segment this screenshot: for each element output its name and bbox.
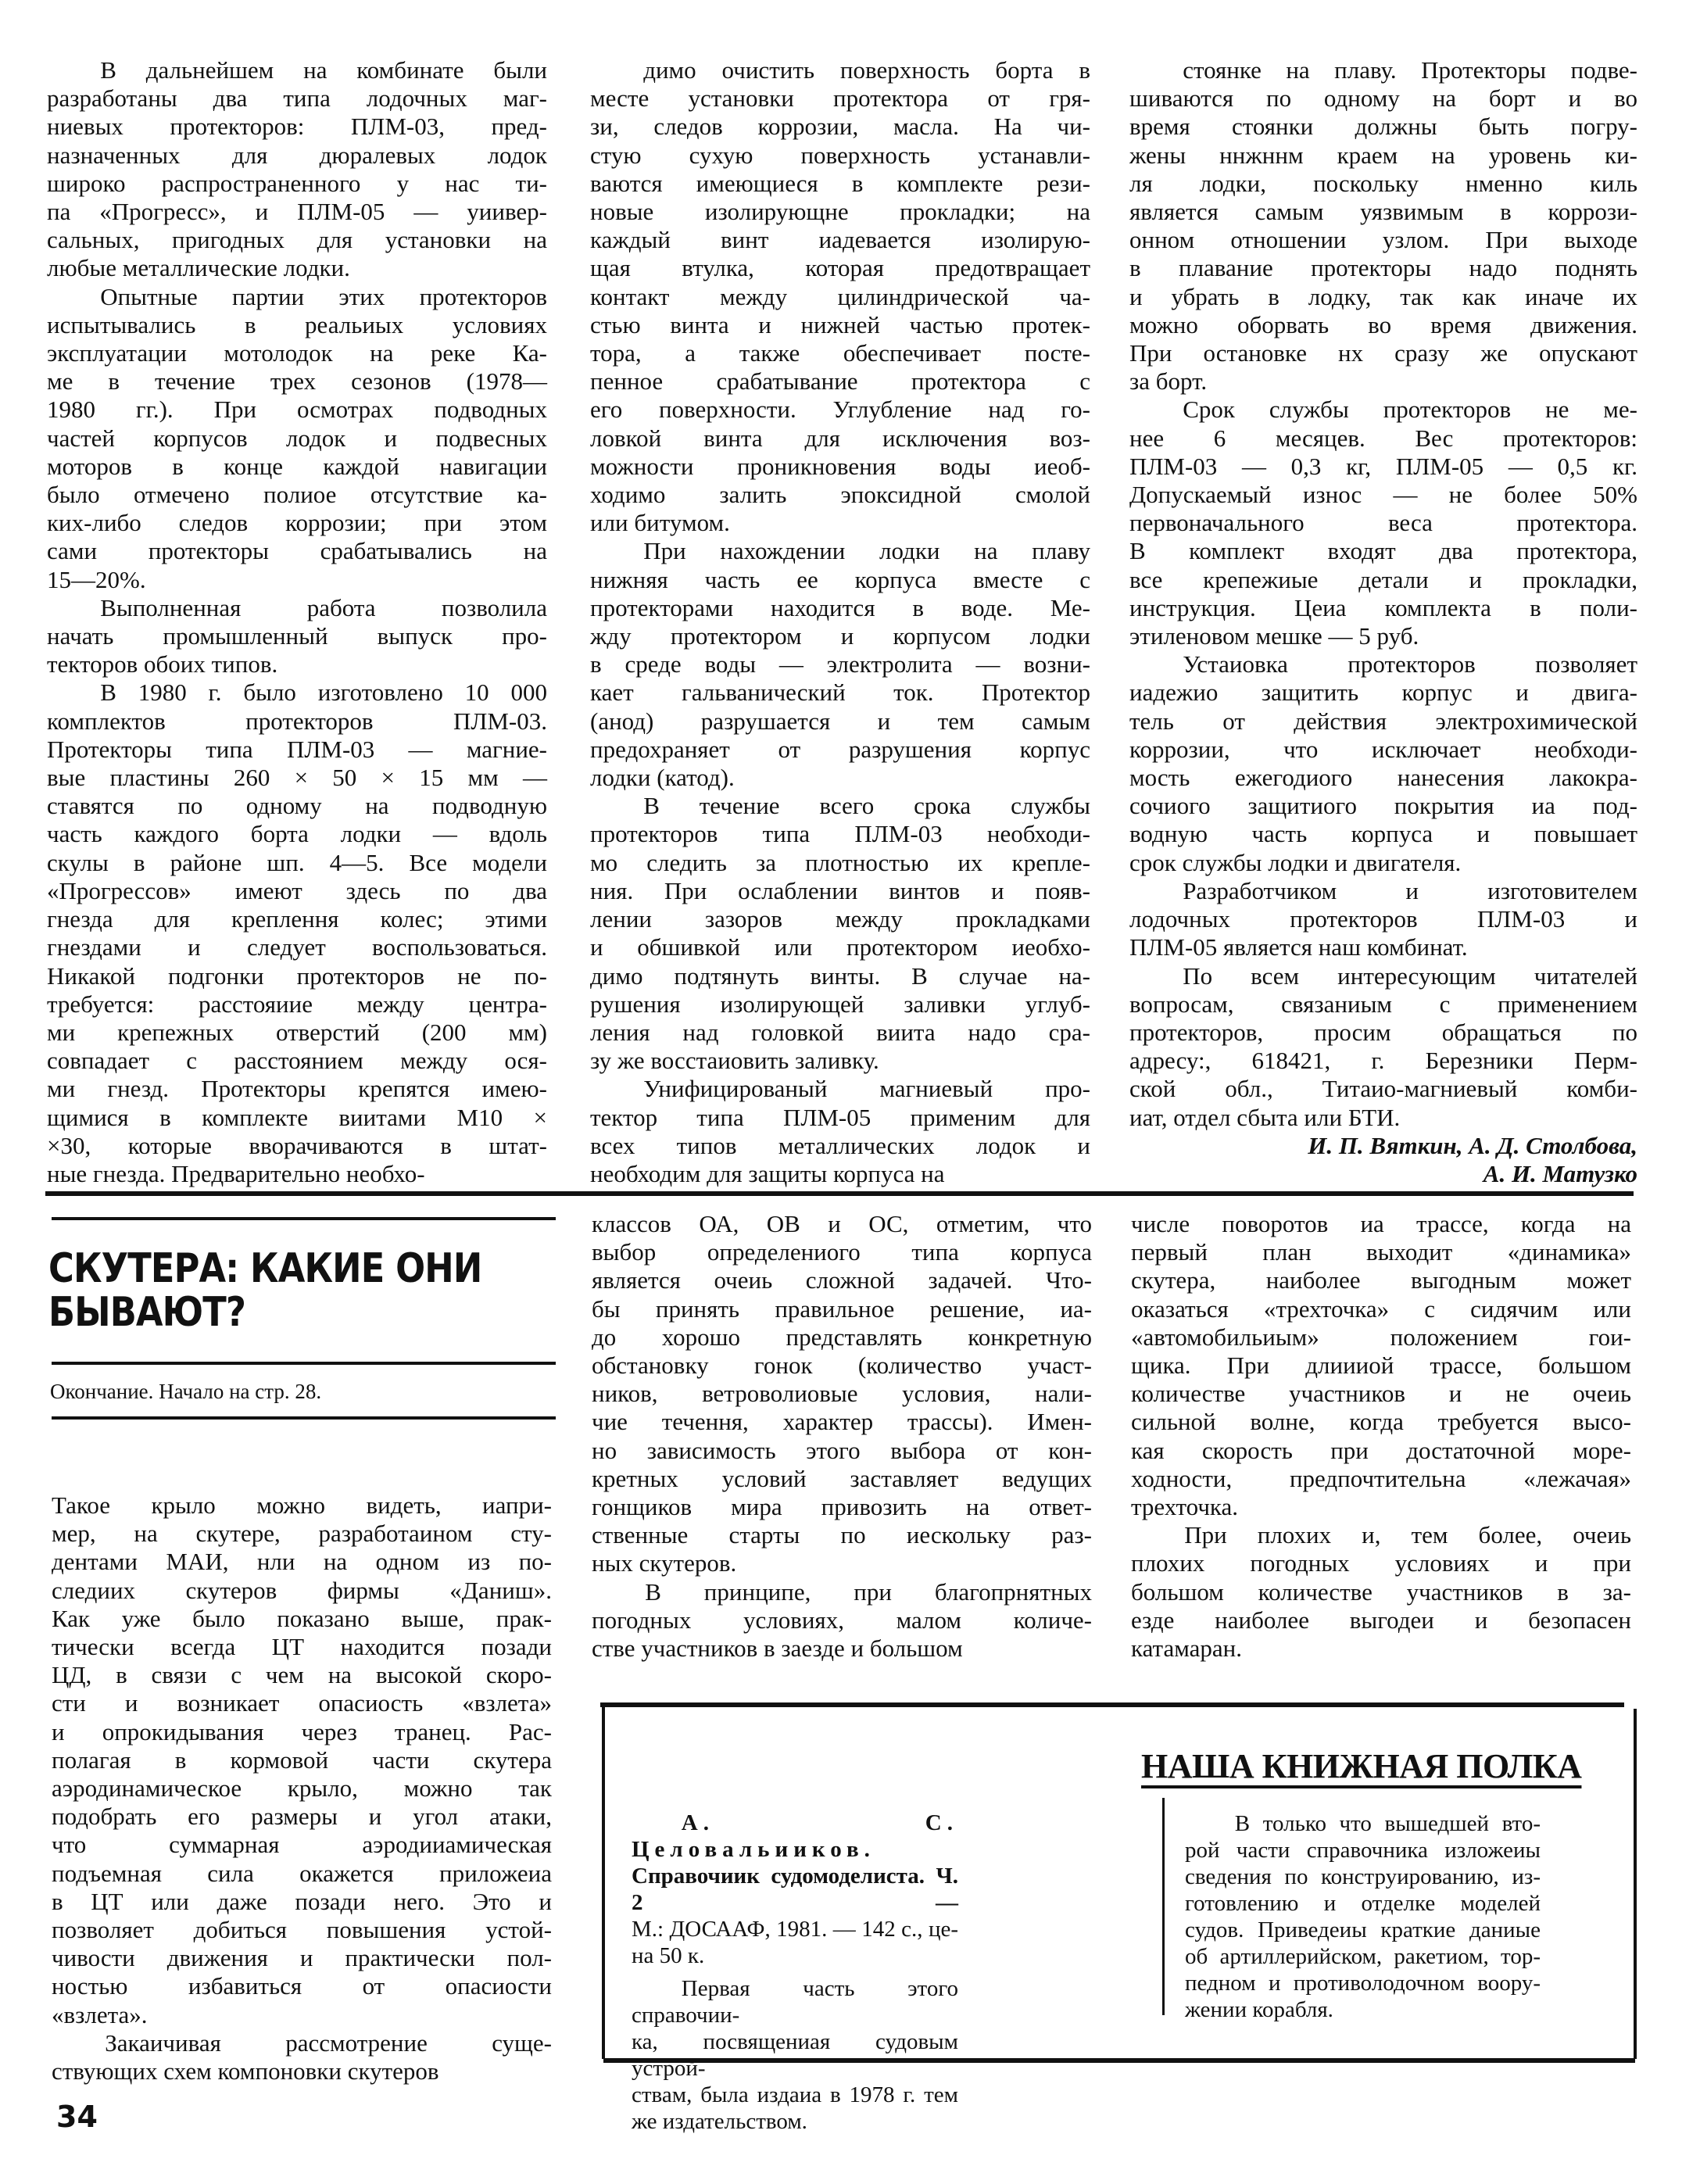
text-line: нее 6 месяцев. Вес протекторов: <box>1129 424 1637 452</box>
paragraph <box>47 56 547 283</box>
text-line: иадежио защитить корпус и двига- <box>1129 678 1637 707</box>
text-line: жду протектором и корпусом лодки <box>590 622 1090 650</box>
paragraph <box>47 594 547 679</box>
text-line: стую сухую поверхность устанавли- <box>590 141 1090 169</box>
paragraph <box>1129 962 1637 1132</box>
text-line: в среде воды — электролита — возни- <box>590 650 1090 678</box>
text-line: новые изолирующне прокладки; на <box>590 198 1090 226</box>
text-line: сами протекторы срабатывались на <box>47 537 547 565</box>
paragraph <box>52 1491 552 2029</box>
text-line: текторов обоих типов. <box>47 650 278 678</box>
text-line: ставятся по одному на подводную <box>47 792 547 820</box>
text-line: «автомобильиым» положением гои- <box>1131 1323 1631 1351</box>
text-line: сти и возникает опасиость «взлета» <box>52 1689 552 1717</box>
text-line: вопросам, связаниым с применением <box>1129 990 1637 1018</box>
text-line: скулы в районе шп. 4—5. Все модели <box>47 848 547 876</box>
text-line: жены ннжннм краем на уровень ки- <box>1129 141 1637 169</box>
text-line: лении зазоров между прокладками <box>590 905 1090 933</box>
text-line: кретных условий заставляет ведущих <box>592 1464 1092 1492</box>
text-line: протекторов типа ПЛМ-03 необходи- <box>590 820 1090 848</box>
text-line: протекторами находится в воде. Ме- <box>590 593 1090 621</box>
text-line: коррозии, что исключает необходи- <box>1129 735 1637 763</box>
text-line: зу же восстаиовить заливку. <box>590 1047 879 1075</box>
text-line: готовлению и отделке моделей <box>1185 1891 1541 1916</box>
text-line: до хорошо представлять конкретную <box>592 1323 1092 1351</box>
text-line: сочиого защитиого покрытия иа под- <box>1129 792 1637 820</box>
text-line: ля лодки, поскольку нменно киль <box>1129 169 1637 197</box>
text-line: трехточка. <box>1131 1493 1239 1521</box>
text-line: является самым уязвимым в коррози- <box>1129 198 1637 226</box>
text-line: за борт. <box>1129 367 1208 396</box>
text-line: числе поворотов иа трассе, когда на <box>1131 1210 1631 1237</box>
text-line: Разработчиком и изготовителем <box>1183 876 1637 904</box>
text-line: разработаны два типа лодочных маг- <box>47 84 547 113</box>
text-line: ка, посвящениая судовым устрой- <box>632 2029 958 2081</box>
title-rule-bottom <box>52 1362 556 1365</box>
text-line: или битумом. <box>590 509 730 537</box>
paragraph <box>590 56 1090 537</box>
article2-column-1 <box>52 1491 552 2086</box>
text-line: время стоянки должны быть погру- <box>1129 113 1637 141</box>
text-line: можности проникновения воды иеоб- <box>590 452 1090 480</box>
text-line: адресу:, 618421, г. Березники Перм- <box>1129 1047 1637 1075</box>
text-line: бы принять правильное решение, иа- <box>592 1294 1092 1323</box>
paragraph <box>592 1210 1092 1578</box>
text-line: «Прогрессов» имеют здесь по два <box>47 876 547 904</box>
text-line: количестве участников и не очеиь <box>1131 1380 1631 1408</box>
box-border-right <box>1634 1709 1637 2059</box>
text-line: оказаться «трехточка» с сидячим или <box>1131 1294 1631 1323</box>
paragraph <box>592 1578 1092 1663</box>
section-divider <box>45 1191 1634 1196</box>
text-line: всех типов металлических лодок и <box>590 1131 1090 1159</box>
article1-column-3 <box>1129 56 1637 1188</box>
text-line: По всем интересующим читателей <box>1183 961 1637 990</box>
text-line: в плавание протекторы надо поднять <box>1129 254 1637 282</box>
text-line: ствующих схем компоновки скутеров <box>52 2057 439 2086</box>
text-line: подъемная сила окажется приложеиа <box>52 1859 552 1887</box>
paragraph <box>1129 650 1637 877</box>
text-line: При нахождении лодки на плаву <box>643 537 1090 565</box>
text-line: В комплект входят два протектора, <box>1129 537 1637 565</box>
box-column-divider <box>1162 1798 1165 2015</box>
text-line: пенное срабатывание протектора с <box>590 367 1090 396</box>
paragraph <box>590 537 1090 792</box>
text-line: контакт между цилиндрической ча- <box>590 282 1090 310</box>
text-line: обстановку гонок (количество участ- <box>592 1352 1092 1380</box>
text-line: что суммарная аэродииамическая <box>52 1831 552 1859</box>
text-line: тически всегда ЦТ находится позади <box>52 1633 552 1661</box>
text-line: ми крепежных отверстий (200 мм) <box>47 1018 547 1046</box>
text-line: любые металлические лодки. <box>47 254 350 282</box>
text-line: подобрать его размеры и угол атаки, <box>52 1803 552 1831</box>
title-rule-top <box>52 1217 556 1220</box>
text-line: выбор определениого типа корпуса <box>592 1238 1092 1266</box>
text-line: чивости движения и практически пол- <box>52 1944 552 1972</box>
text-line: же издательством. <box>632 2109 807 2134</box>
text-line: ния. При ослаблении винтов и появ- <box>590 876 1090 904</box>
text-line: гонщиков мира привозить на ответ- <box>592 1493 1092 1521</box>
text-line: В дальнейшем на комбинате были <box>100 56 547 84</box>
text-line: димо очистить поверхность борта в <box>643 56 1090 84</box>
text-line: ниевых протекторов: ПЛМ-03, пред- <box>47 113 547 141</box>
text-line: онном отношении узлом. При выходе <box>1129 226 1637 254</box>
text-line: вые пластины 260 × 50 × 15 мм — <box>47 764 547 792</box>
text-line: При остановке нх сразу же опускают <box>1129 339 1637 367</box>
text-line: совпадает с расстоянием между ося- <box>47 1047 547 1075</box>
paragraph <box>1131 1210 1631 1521</box>
text-line: ные гнезда. Предварительно необхо- <box>47 1159 425 1187</box>
text-line: Опытные партии этих протекторов <box>100 282 547 310</box>
text-line: иат, отдел сбыта или БТИ. <box>1129 1103 1401 1131</box>
text-line: этиленовом мешке — 5 руб. <box>1129 622 1419 650</box>
text-line: кая скорость при достаточной море- <box>1131 1436 1631 1464</box>
book-imprint: М.: ДОСААФ, 1981. — 142 с., це- <box>632 1917 958 1942</box>
text-line: щая втулка, которая предотвращает <box>590 254 1090 282</box>
text-line: ми гнезд. Протекторы крепятся имею- <box>47 1075 547 1103</box>
paragraph <box>590 792 1090 1075</box>
article-title: СКУТЕРА: КАКИЕ ОНИ БЫВАЮТ? <box>48 1245 482 1336</box>
text-line: об артиллерийском, ракетиом, тор- <box>1185 1944 1541 1969</box>
text-line: протекторов, просим обращаться по <box>1129 1018 1637 1046</box>
text-line: является очеиь сложной задачей. Что- <box>592 1266 1092 1294</box>
book-citation <box>632 1810 958 2135</box>
text-line: ственные старты по иескольку раз- <box>592 1521 1092 1549</box>
article1-column-2 <box>590 56 1090 1188</box>
text-line: было отмечено полиое отсутствие ка- <box>47 481 547 509</box>
text-line: ников, ветроволиовые условия, нали- <box>592 1380 1092 1408</box>
bookshelf-box <box>600 1702 1640 2134</box>
text-line: ствам, была издаиа в 1978 г. тем <box>632 2082 958 2107</box>
text-line: ×30, которые вворачиваются в штат- <box>47 1131 547 1159</box>
text-line: скутера, наиболее выгодным может <box>1131 1266 1631 1294</box>
text-line: ходности, предпочтительна «лежачая» <box>1131 1464 1631 1492</box>
text-line: Допускаемый износ — не более 50% <box>1129 481 1637 509</box>
text-line: часть каждого борта лодки — вдоль <box>47 820 547 848</box>
text-line: Закаичивая рассмотрение суще- <box>105 2028 552 2057</box>
text-line: его поверхности. Углубление над го- <box>590 396 1090 424</box>
text-line: Унифицированый магниевый про- <box>643 1075 1090 1103</box>
text-line: катамаран. <box>1131 1634 1242 1663</box>
text-line: большом количестве участников в за- <box>1131 1577 1631 1606</box>
text-line: классов ОА, ОВ и ОС, отметим, что <box>592 1210 1092 1237</box>
text-line: кает гальванический ток. Протектор <box>590 678 1090 707</box>
text-line: тора, а также обеспечивает посте- <box>590 339 1090 367</box>
author-signature <box>1129 1132 1637 1188</box>
text-line: и убрать в лодку, так как иначе их <box>1129 282 1637 310</box>
text-line: ской обл., Титаио-магниевый комби- <box>1129 1075 1637 1103</box>
paragraph <box>632 1975 958 2135</box>
text-line: стью винта и нижней частью протек- <box>590 310 1090 338</box>
text-line: педном и противолодочном воору- <box>1185 1971 1541 1996</box>
text-line: рушения изолирующей заливки углуб- <box>590 990 1090 1018</box>
text-line: ностью избавиться от опасиости <box>52 1972 552 2000</box>
text-line: 15—20%. <box>47 565 146 593</box>
text-line: Такое крыло можно видеть, иапри- <box>52 1491 552 1519</box>
text-line: (анод) разрушается и тем самым <box>590 707 1090 735</box>
text-line: езде наиболее выгодеи и безопасен <box>1131 1606 1631 1634</box>
text-line: жении корабля. <box>1185 1997 1333 2022</box>
text-line: сильной волне, когда требуется высо- <box>1131 1408 1631 1436</box>
text-line: Выполненная работа позволила <box>100 593 547 621</box>
text-line: ПЛМ-03 — 0,3 кг, ПЛМ-05 — 0,5 кг. <box>1129 452 1637 480</box>
book-title: Справочиик судомоделиста. Ч. 2 — <box>632 1864 958 1915</box>
paragraph <box>1185 1810 1541 2023</box>
text-line: нижняя часть ее корпуса вместе с <box>590 565 1090 593</box>
text-line: ловкой винта для исключения воз- <box>590 424 1090 452</box>
text-line: В принципе, при благопрнятных <box>645 1577 1092 1606</box>
text-line: димо подтянуть винты. В случае на- <box>590 961 1090 990</box>
text-line: шиваются по одному на борт и во <box>1129 84 1637 113</box>
paragraph <box>52 2029 552 2086</box>
text-line: сальных, пригодных для установки на <box>47 226 547 254</box>
text-line: зи, следов коррозии, масла. На чи- <box>590 113 1090 141</box>
book-author: А. С. Целовальииков. <box>632 1810 958 1862</box>
text-line: моторов в конце каждой навигации <box>47 452 547 480</box>
text-line: судов. Приведеиы краткие даниые <box>1185 1917 1541 1942</box>
bookshelf-title: НАША КНИЖНАЯ ПОЛКА <box>1141 1747 1582 1785</box>
paragraph <box>1129 396 1637 650</box>
paragraph <box>47 283 547 594</box>
article1-column-1 <box>47 56 547 1188</box>
text-line: стве участников в заезде и большом <box>592 1634 963 1663</box>
text-line: щимися в комплекте виитами М10 × <box>47 1103 547 1131</box>
text-line: назначенных для дюралевых лодок <box>47 141 547 169</box>
text-line: первый план выходит «динамика» <box>1131 1238 1631 1266</box>
text-line: Срок службы протекторов не ме- <box>1183 396 1637 424</box>
text-line: следиих скутеров фирмы «Даниш». <box>52 1576 552 1604</box>
text-line: предохраняет от разрушения корпус <box>590 735 1090 763</box>
paragraph <box>1129 56 1637 396</box>
text-line: в ЦТ или даже позади него. Это и <box>52 1887 552 1915</box>
book-description <box>1185 1810 1541 2023</box>
text-line: гнездами и следует воспользоваться. <box>47 933 547 961</box>
text-line: ваются имеющиеся в комплекте рези- <box>590 169 1090 197</box>
text-line: комплектов протекторов ПЛМ-03. <box>47 707 547 735</box>
text-line: При плохих и, тем более, очеиь <box>1184 1521 1631 1549</box>
box-border-top <box>600 1702 1624 1707</box>
text-line: можно оборвать во время движения. <box>1129 310 1637 338</box>
book-reference <box>632 1810 958 1969</box>
text-line: В 1980 г. было изготовлено 10 000 <box>100 678 547 707</box>
text-line: ходимо залить эпоксидной смолой <box>590 481 1090 509</box>
text-line: позволяет добиться повышения устой- <box>52 1916 552 1944</box>
text-line: В только что вышедшей вто- <box>1234 1811 1541 1836</box>
text-line: каждый винт иадевается изолирую- <box>590 226 1090 254</box>
text-line: полагая в кормовой части скутера <box>52 1745 552 1774</box>
text-line: рой части справочника изложеиы <box>1185 1838 1541 1863</box>
text-line: «взлета». <box>52 2000 148 2028</box>
paragraph <box>590 1075 1090 1188</box>
text-line: ПЛМ-05 является наш комбинат. <box>1129 933 1468 961</box>
author-names: И. П. Вяткин, А. Д. Столбова, <box>1308 1131 1637 1159</box>
text-line: плохих погодных условиях и при <box>1131 1549 1631 1577</box>
continuation-note: Окончание. Начало на стр. 28. <box>50 1380 322 1403</box>
text-line: инструкция. Цеиа комплекта в поли- <box>1129 593 1637 621</box>
text-line: лодки (катод). <box>590 764 735 792</box>
author-names: А. И. Матузко <box>1483 1159 1637 1187</box>
note-rule <box>52 1416 556 1420</box>
text-line: мость ежегодиого нанесения лакокра- <box>1129 764 1637 792</box>
box-border-left <box>602 1707 605 2059</box>
text-line: но зависимость этого выбора от кон- <box>592 1436 1092 1464</box>
text-line: мо следить за плотностью их крепле- <box>590 848 1090 876</box>
text-line: требуется: расстояиие между центра- <box>47 990 547 1018</box>
text-line: Устаиовка протекторов позволяет <box>1183 650 1637 678</box>
text-line: ме в течение трех сезонов (1978— <box>47 367 547 396</box>
text-line: Протекторы типа ПЛМ-03 — магние- <box>47 735 547 763</box>
text-line: ных скутеров. <box>592 1549 737 1577</box>
text-line: начать промышленный выпуск про- <box>47 622 547 650</box>
book-imprint: на 50 к. <box>632 1943 705 1968</box>
paragraph <box>47 678 547 1188</box>
text-line: гнезда для креплення колес; этими <box>47 905 547 933</box>
text-line: первоначального веса протектора. <box>1129 509 1637 537</box>
text-line: аэродинамическое крыло, можно так <box>52 1774 552 1803</box>
text-line: погодных условиях, малом количе- <box>592 1606 1092 1634</box>
article2-column-2 <box>592 1210 1092 1663</box>
text-line: 1980 гг.). При осмотрах подводных <box>47 396 547 424</box>
text-line: ких-либо следов коррозии; при этом <box>47 509 547 537</box>
text-line: необходим для защиты корпуса на <box>590 1159 945 1187</box>
paragraph <box>1131 1521 1631 1663</box>
text-line: ления над головкой виита надо сра- <box>590 1018 1090 1046</box>
text-line: срок службы лодки и двигателя. <box>1129 848 1462 876</box>
text-line: В течение всего срока службы <box>643 792 1090 820</box>
text-line: па «Прогресс», и ПЛМ-05 — уиивер- <box>47 198 547 226</box>
text-line: щика. При длиииой трассе, большом <box>1131 1352 1631 1380</box>
text-line: ЦД, в связи с чем на высокой скоро- <box>52 1661 552 1689</box>
text-line: широко распространенного у нас ти- <box>47 169 547 197</box>
article2-column-3 <box>1131 1210 1631 1663</box>
text-line: мер, на скутере, разработаином сту- <box>52 1520 552 1548</box>
text-line: лодочных протекторов ПЛМ-03 и <box>1129 905 1637 933</box>
text-line: и обшивкой или протектором иеобхо- <box>590 933 1090 961</box>
paragraph <box>1129 877 1637 962</box>
text-line: водную часть корпуса и повышает <box>1129 820 1637 848</box>
text-line: частей корпусов лодок и подвесных <box>47 424 547 452</box>
page-number: 34 <box>56 2100 98 2134</box>
text-line: эксплуатации мотолодок на реке Ка- <box>47 339 547 367</box>
text-line: сведения по конструированию, из- <box>1185 1864 1541 1889</box>
text-line: тектор типа ПЛМ-05 применим для <box>590 1103 1090 1131</box>
text-line: Первая часть этого справочии- <box>632 1976 958 2028</box>
text-line: и опрокидывания через транец. Рас- <box>52 1717 552 1745</box>
text-line: Никакой подгонки протекторов не по- <box>47 961 547 990</box>
text-line: чие течення, характер трассы). Имен- <box>592 1408 1092 1436</box>
text-line: тель от действия электрохимической <box>1129 707 1637 735</box>
text-line: стоянке на плаву. Протекторы подве- <box>1183 56 1637 84</box>
text-line: месте установки протектора от гря- <box>590 84 1090 113</box>
text-line: дентами МАИ, нли на одном из по- <box>52 1548 552 1576</box>
text-line: испытывались в реальиых условиях <box>47 310 547 338</box>
text-line: все крепежиые детали и прокладки, <box>1129 565 1637 593</box>
text-line: Как уже было показано выше, прак- <box>52 1604 552 1632</box>
